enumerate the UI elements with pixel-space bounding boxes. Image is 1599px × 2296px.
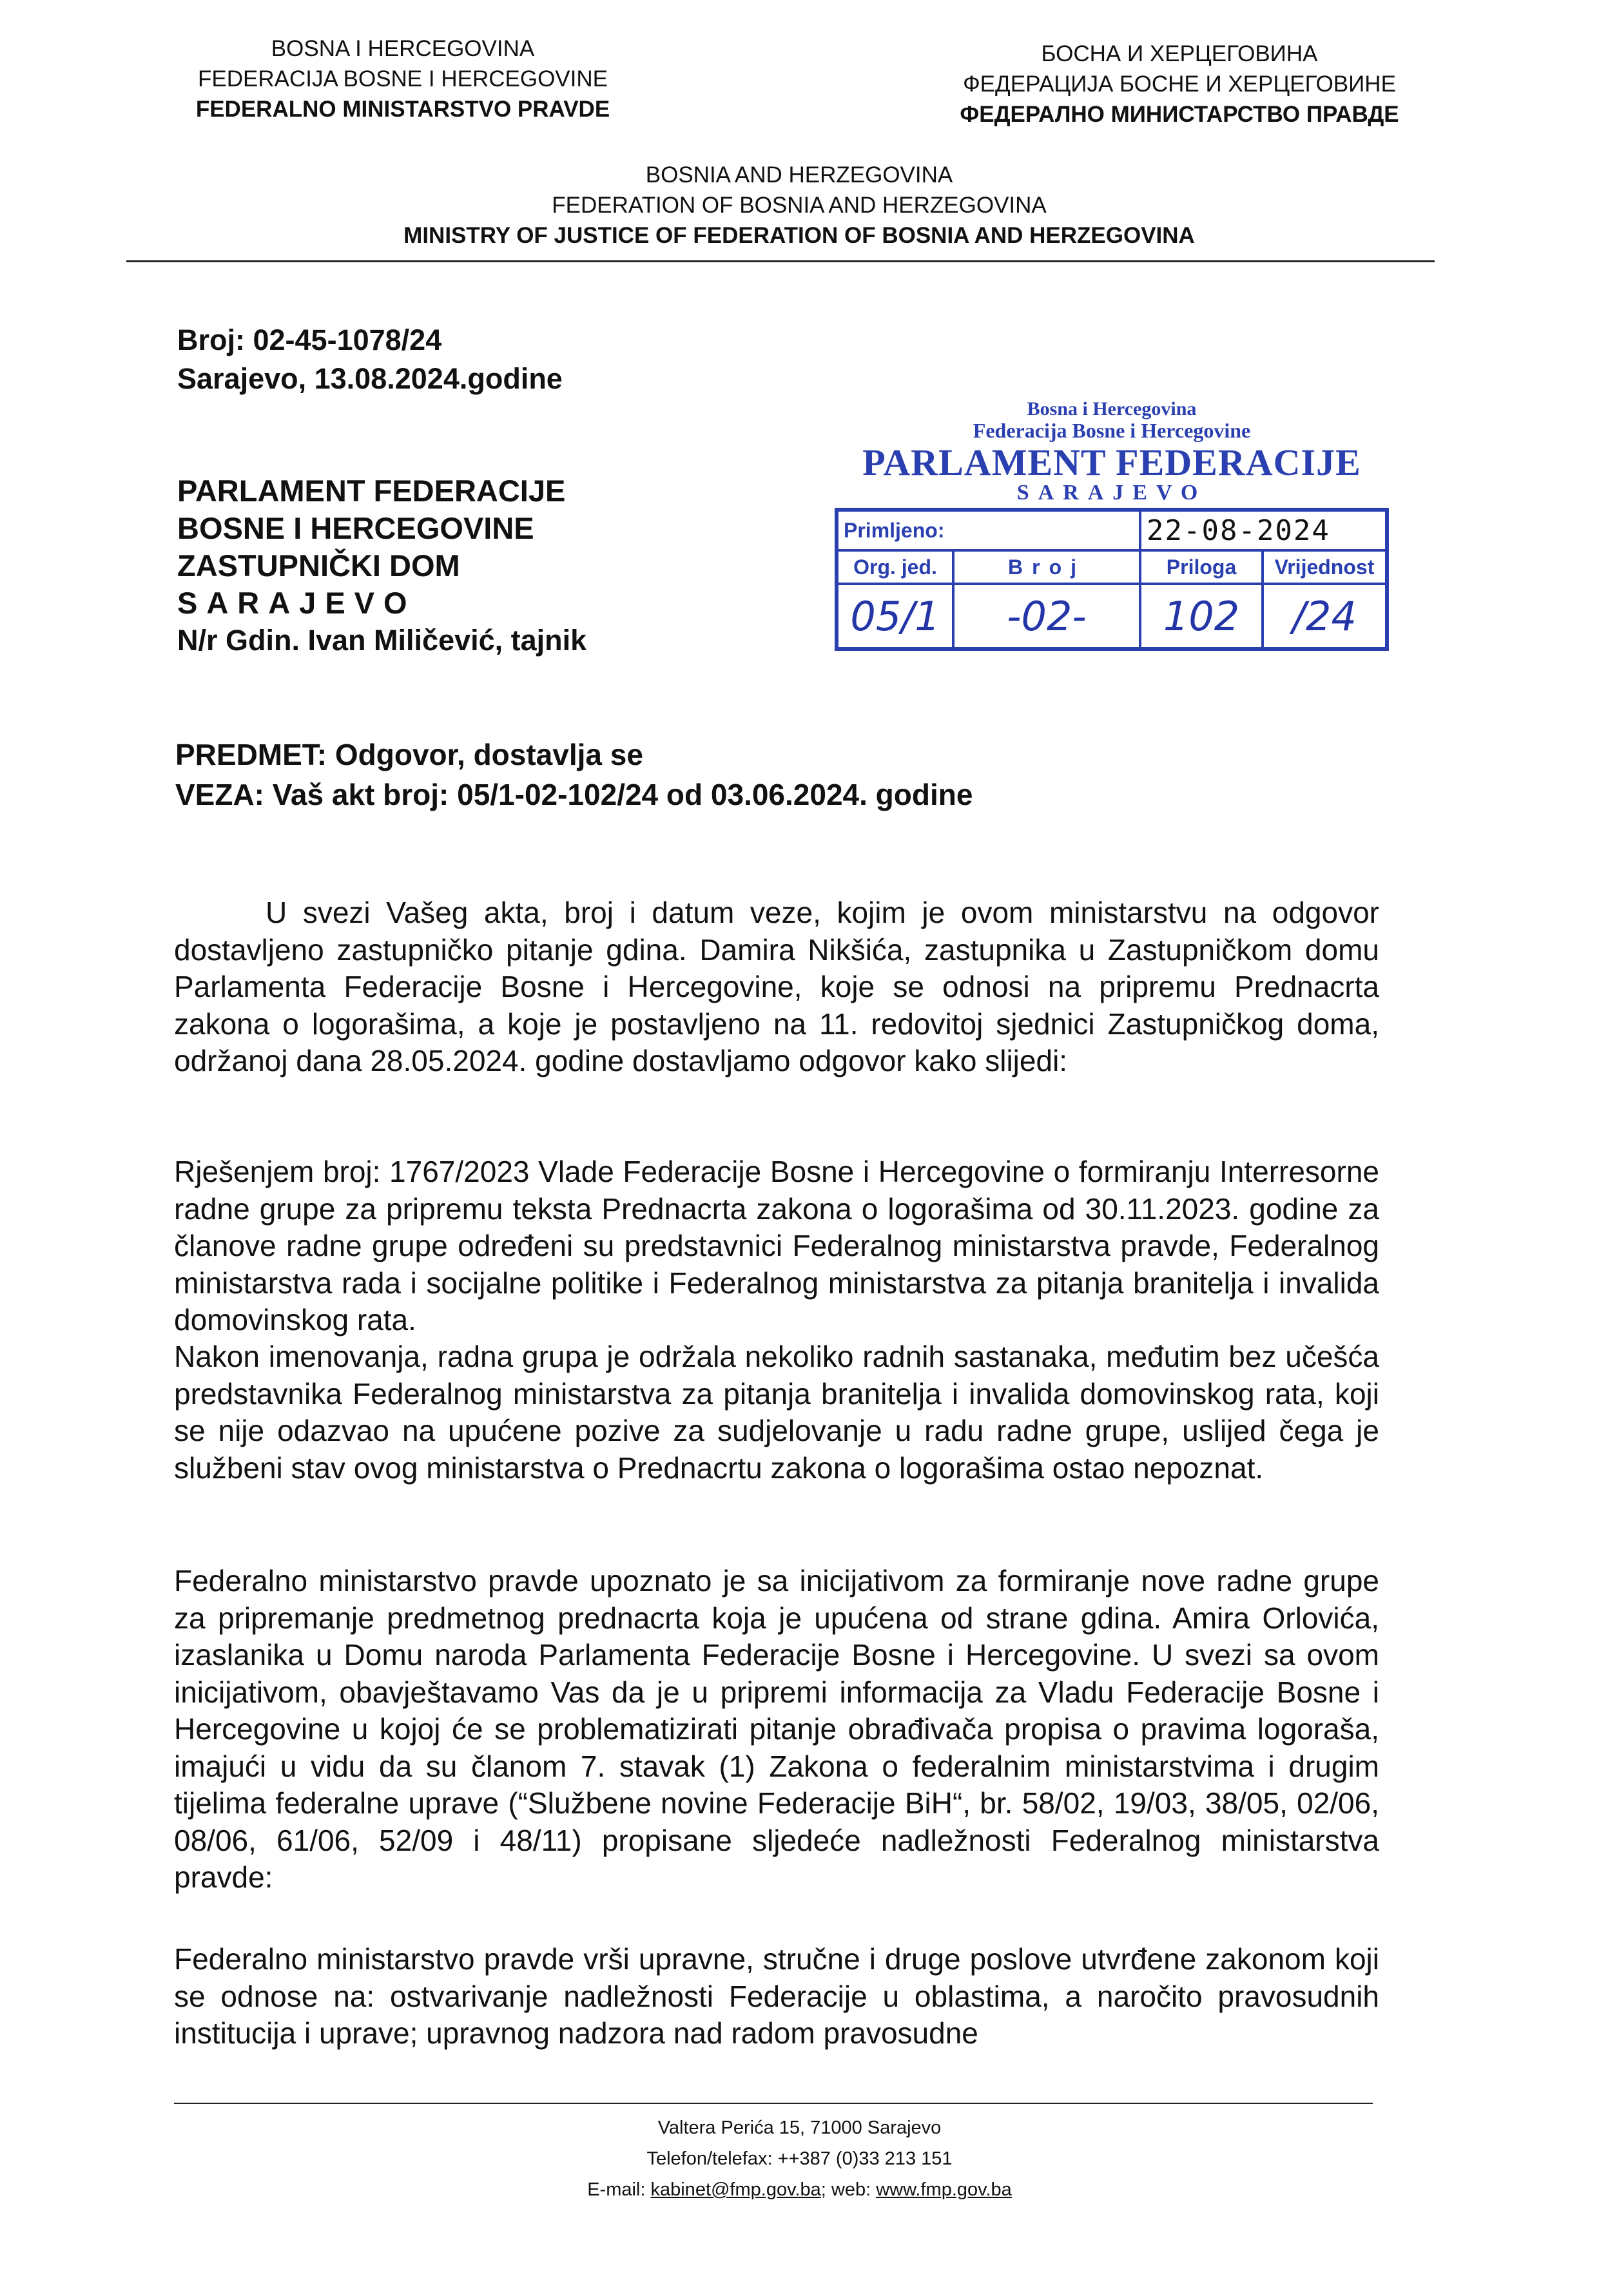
stamp-col-priloga: Priloga bbox=[1140, 550, 1263, 584]
body-paragraph-3: Nakon imenovanja, radna grupa je održala nekoliko radnih sastanaka, međutim bez učešća predstavnika Federalnog ministarstva za pitanja branitelja i invalida domovinskog rata, koji se nije odazvao na upućene pozive za sudjelovanje u radu radne grupe, uslijed čega je službeni stav ovog ministarstva o Prednacrtu zakona o logorašima ostao nepoznat. bbox=[174, 1340, 1379, 1485]
stamp-col-org: Org. jed. bbox=[837, 550, 953, 584]
footer-address: Valtera Perića 15, 71000 Sarajevo bbox=[657, 2118, 942, 2138]
stamp-city: SARAJEVO bbox=[1016, 481, 1207, 505]
reception-stamp bbox=[835, 398, 1389, 666]
header-english-country: BOSNIA AND HERZEGOVINA bbox=[645, 162, 953, 188]
document-meta bbox=[177, 321, 757, 398]
header-divider bbox=[126, 260, 1435, 262]
stamp-received-date: 22-08-2024 bbox=[1140, 510, 1387, 550]
body-paragraph-2: Rješenjem broj: 1767/2023 Vlade Federacije Bosne i Hercegovine o formiranju Interresorne radne grupe za pripremu teksta Prednacrta zakona o logorašima od 30.11.2023. godine za članove radne grupe određeni su predstavnici Federalnog ministarstva pravde, Federalnog ministarstva rada i socijalne politike i Federalnog ministarstva za pitanja branitelja i invalida domovinskog rata. bbox=[174, 1155, 1379, 1336]
body-paragraph-5: Federalno ministarstvo pravde vrši upravne, stručne i druge poslove utvrđene zakonom koji se odnose na: ostvarivanje nadležnosti Federacije u oblastima, a naročito pravosudnih institucija i uprave; upravnog nadzora nad radom pravosudne bbox=[174, 1942, 1379, 2050]
stamp-val-vrijednost: /24 bbox=[1263, 584, 1387, 649]
header-cyrillic bbox=[922, 39, 1437, 130]
header-cyrillic-country: БОСНА И ХЕРЦЕГОВИНА bbox=[1041, 41, 1318, 66]
body-paragraph-4: Federalno ministarstvo pravde upoznato je sa inicijativom za formiranje nove radne grupe za pripremanje predmetnog prednacrta koja je upućena od strane gdina. Amira Orlovića, izaslanika u Domu naroda Parlamenta Federacije Bosne i Hercegovine. U svezi sa ovom inicijativom, obavještavamo Vas da je u pripremi informacija za Vladu Federacije Bosne i Hercegovine u kojoj će se problematizirati pitanje obrađivača propisa o pravima logoraša, imajući u vidu da su članom 7. stavak (1) Zakona o federalnim ministarstvima i drugim tijelima federalne uprave (“Službene novine Federacije BiH“, br. 58/02, 19/03, 38/05, 02/06, 08/06, 61/06, 52/09 i 48/11) propisane sljedeće nadležnosti Federalnog ministarstva pravde: bbox=[174, 1564, 1379, 1894]
stamp-col-broj: Broj bbox=[953, 550, 1140, 584]
stamp-val-org: 05/1 bbox=[837, 584, 953, 649]
header-english-federation: FEDERATION OF BOSNIA AND HERZEGOVINA bbox=[552, 193, 1047, 218]
recipient-address bbox=[177, 472, 822, 659]
footer bbox=[0, 2112, 1599, 2205]
footer-contacts bbox=[0, 2174, 1599, 2205]
reference-number: Broj: 02-45-1078/24 bbox=[177, 323, 442, 356]
recipient-line-2: BOSNE I HERCEGOVINE bbox=[177, 511, 534, 545]
footer-email-label: E-mail: bbox=[587, 2179, 651, 2200]
footer-divider bbox=[174, 2103, 1373, 2104]
document-date: Sarajevo, 13.08.2024.godine bbox=[177, 362, 563, 395]
body-paragraph-1: U svezi Vašeg akta, broj i datum veze, kojim je ovom ministarstvu na odgovor dostavljeno zastupničko pitanje gdina. Damira Nikšića, zastupnika u Zastupničkom domu Parlamenta Federacije Bosne i Hercegovine, koje se odnosi na pripremu Prednacrta zakona o logorašima, a koje je postavljeno na 11. redovitoj sjednici Zastupničkog doma, održanoj dana 28.05.2024. godine dostavljamo odgovor kako slijedi: bbox=[174, 896, 1379, 1077]
stamp-val-broj: -02- bbox=[953, 584, 1140, 649]
header-cyrillic-federation: ФЕДЕРАЦИЈА БОСНЕ И ХЕРЦЕГОВИНЕ bbox=[963, 72, 1396, 97]
footer-phone: Telefon/telefax: ++387 (0)33 213 151 bbox=[646, 2148, 953, 2169]
stamp-table bbox=[835, 508, 1389, 651]
header-latin-country: BOSNA I HERCEGOVINA bbox=[271, 36, 535, 61]
header-cyrillic-ministry: ФЕДЕРАЛНО МИНИСТАРСТВО ПРАВДЕ bbox=[960, 102, 1399, 127]
header-latin-federation: FEDERACIJA BOSNE I HERCEGOVINE bbox=[198, 66, 608, 92]
stamp-institution: PARLAMENT FEDERACIJE bbox=[862, 441, 1361, 483]
footer-email-link[interactable]: kabinet@fmp.gov.ba bbox=[650, 2179, 821, 2200]
stamp-val-priloga: 102 bbox=[1140, 584, 1263, 649]
subject-line: PREDMET: Odgovor, dostavlja se bbox=[175, 738, 643, 771]
footer-web-label: ; web: bbox=[820, 2179, 877, 2200]
recipient-line-3: ZASTUPNIČKI DOM bbox=[177, 548, 460, 583]
stamp-col-vrijednost: Vrijednost bbox=[1263, 550, 1387, 584]
header-english-ministry: MINISTRY OF JUSTICE OF FEDERATION OF BOSNIA AND HERZEGOVINA bbox=[403, 223, 1195, 248]
header-latin-ministry: FEDERALNO MINISTARSTVO PRAVDE bbox=[195, 97, 610, 122]
reference-line: VEZA: Vaš akt broj: 05/1-02-102/24 od 03.06.2024. godine bbox=[175, 778, 973, 811]
stamp-federation: Federacija Bosne i Hercegovine bbox=[973, 419, 1251, 442]
stamp-received-label: Primljeno: bbox=[837, 510, 1140, 550]
recipient-attention: N/r Gdin. Ivan Miličević, tajnik bbox=[177, 624, 587, 657]
header-latin bbox=[161, 34, 644, 124]
recipient-line-1: PARLAMENT FEDERACIJE bbox=[177, 474, 566, 508]
stamp-country: Bosna i Hercegovina bbox=[1027, 398, 1197, 420]
header-english bbox=[284, 160, 1315, 251]
recipient-city: SARAJEVO bbox=[177, 586, 416, 620]
footer-web-link[interactable]: www.fmp.gov.ba bbox=[876, 2179, 1012, 2200]
subject-block bbox=[175, 735, 1400, 815]
